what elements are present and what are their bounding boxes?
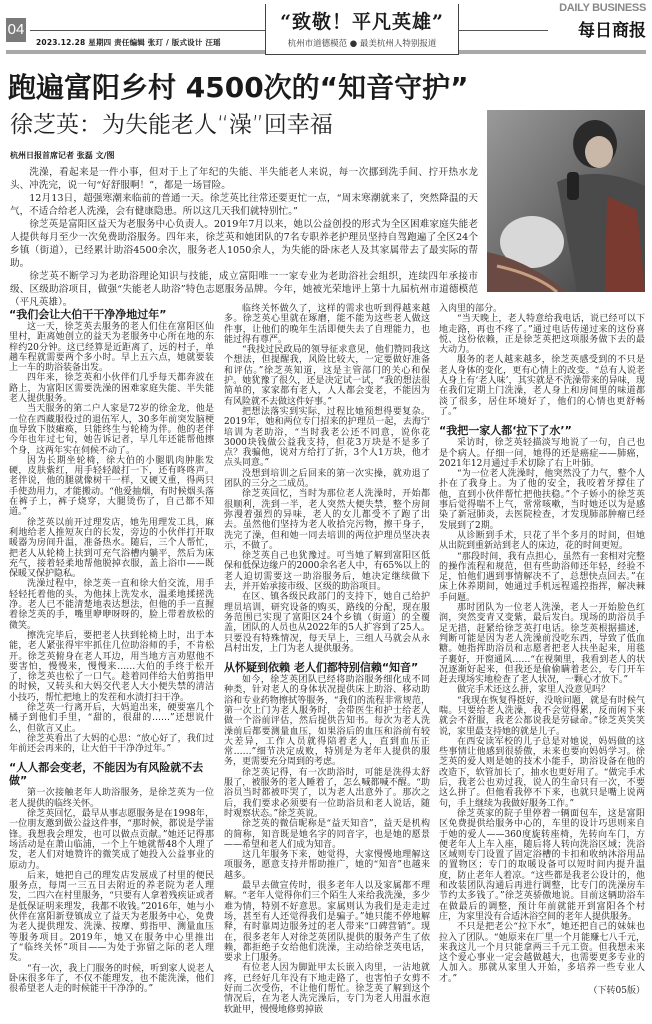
body-paragraph: 如今，徐芝英团队已经将助浴服务细化成不同种类，针对老人的身体状况提供床上助浴、移动助浴和专业药物擦拭等服务，“我们的流程非常规范，第一次上门为老人服务时，会带医生和护士给老人做一个浴前评估，然后提供告知书。每次为老人洗澡前后都要测量血压，如果浴后的血压和浴前有较大差异，工作人员就得陪着老人，直到血压正常……”细节决定成败，特别是为老年人提供的服务，更需要充分周到的考虑。 <box>224 675 430 768</box>
body-paragraph: 不只是把老公“拉下水”，她还把自己的妹妹也拉入了团队。“她原来在厂里一个月能赚七八千元，来我这儿一个月只能拿两三千元工资。但我想未来这个爱心事业一定会越做越大，也需要更多专业的人加入。那就从家里人开始，多培养一些专业人才。” <box>439 922 645 984</box>
lead-paragraph: 12月13日，超强寒潮来临前的普通一天。徐芝英比往常还要更忙一点，“周末寒潮就来了，突然降温的天气，不适合给老人洗澡，会有健康隐患。所以这几天我们就特别忙。” <box>10 193 478 217</box>
header-rule-right <box>458 30 548 31</box>
subheadline: 徐芝英：为失能老人“澡”回幸福 <box>10 112 333 138</box>
body-paragraph: 徐芝英看出了大妈的心思：“放心好了，我们过年前还会再来的，让大伯干干净净过年。” <box>9 733 214 755</box>
headline: 跑遍富阳乡村 4500次的“知音守护” <box>8 71 469 104</box>
issue-line: 2023.12.28 星期四 责任编辑 张玎 / 版式设计 汪瑶 <box>36 38 221 47</box>
body-paragraph: “那段时间，我有点担心，虽然有一套相对完整的操作流程和规范，但有些助浴师还年轻，经验不足，怕他们遇到事情解决不了，总想快点回去。”在床上休养期间，她通过手机远程遥控指挥，解决棘手问题。 <box>439 551 645 603</box>
body-column-1 <box>9 304 214 994</box>
body-paragraph: 做完手术还这么拼，家里人没意见吗？ <box>457 685 611 696</box>
body-paragraph: 徐芝英以前开过理发店，她先用理发工具，麻利地给老人推短灰白的长发，旁边的小伙伴打开取暖器为房间升温，准备热水。随后，三个人帮忙，把老人从轮椅上扶到可充气浴槽内躺平，然后为床充气，接着轻柔地帮他脱掉衣服，盖上浴巾——既保暖又保护隐私。 <box>9 517 214 580</box>
body-paragraph: 把想法落实到实际，过程比她预想得要复杂。2019年，她和两位专门招来的护理员一起，去海宁培训为老助浴，“当时我老公还不同意，说你花3000块钱做公益我支持，但花3万块是不是多了点？我骗他，说对方给打了折，3个人1万块，他才点头同意。” <box>224 406 430 469</box>
body-paragraph: 当天服务的第二户人家是72岁的徐金龙，他是一位在西藏服役过的退伍军人，30多年前突发脑梗血导致下肢瘫痪，只能终生与轮椅为伴。他的老伴今年也年过七旬，她告诉记者，早几年还能帮他擦个身，这两年实在伺候不动了。 <box>9 404 214 456</box>
body-paragraph: 没想到培训之后回来的第一次实操，就劝退了团队的三分之二成员。 <box>224 468 430 490</box>
body-paragraph: 因为长期坐轮椅，徐大伯的小腿肌肉肿胀发硬，皮肤紫红，用手轻轻敲打一下，还有咚咚声。老伴说，他的腿就像树干一样，又硬又重，得两只手使劲用力，才能搬动。“他爱抽烟，有时候烟头落在裤子上，裤子烧穿，大腿烫伤了，自己都不知道。” <box>9 455 214 518</box>
body-paragraph: 后来，她把自己的理发店发展成了村里的便民服务点，每周一三五日去附近的养老院为老人理发，二四六在村里服务，“只要有人拿着残疾证或者是低保证明来理发，我都不收钱。”2016年，她与小伙伴在富阳新登镇成立了益天为老服务中心，免费为老人提供理发、洗澡、按摩、剪指甲、测量血压等服务项目。2019年，她又在服务中心里推出了“临终关怀”项目——为处于弥留之际的老人理发。 <box>9 870 214 964</box>
banner-subtitle: 杭州市道德模范 ● 最美杭州人特别报道 <box>287 39 437 49</box>
body-paragraph: 服务的老人越来越多，徐芝英感受到的不只是老人身体的变化，更有心情上的改变。“总有人说老人身上有‘老人味’，其实就是不洗澡带来的异味，现在我们定期上门洗澡，老人身上和房间里的味道都淡了很多，居住环境好了，他们的心情也更舒畅了。” <box>439 355 645 417</box>
body-paragraph: “为一位老人洗澡时，他突然没了力气，整个人扑在了我身上。为了他的安全，我咬着牙撑住了他，直到小伙伴帮忙把他扶稳。”个子娇小的徐芝英事后觉得喘不上气，常常咳嗽，当时她还以为是感染了新冠肺炎，去医院检查，才发现肺部肿瘤已经发展到了2期。 <box>439 469 645 531</box>
body-paragraph: 四年来，徐芝英和小伙伴们几乎每天都奔波在路上，为富阳区需要洗澡的困难家庭失能、半失能老人提供服务。 <box>9 373 214 405</box>
section-heading: “人人都会变老，不能因为有风险就不去做” <box>9 761 204 788</box>
body-paragraph: 徐芝英家的院子里停着一辆面包车，这是富阳区免费提供给服务中心的，车里的设计巧思则来自于她的爱人——360度旋转座椅，先转向车门，方便老年人上车入座，随后将人转向洗浴区域；洗浴区域则专门设置了固定浴槽的卡扣和收纳沐浴用品的置物区；专门的取暖设备可以短时间内提升温度，防止老年人着凉。“这些都是我老公设计的，他和改装团队沟通后再进行调整，比专门的洗澡房车节约太多钱了。”徐芝英骄傲地说。目前这辆助浴车在做最后的调整，预计年前就能开到富阳各个村庄，为家里没有合适沐浴空间的老年人提供服务。 <box>439 808 645 922</box>
banner-title: “致敬！平凡英雄” <box>280 11 444 33</box>
header-bar-right <box>458 50 646 54</box>
section-heading: “我把一家人都‘拉下了水’” <box>439 424 572 438</box>
body-paragraph: “当天晚上，老人特意给我电话，说已经可以下地走路，再也不疼了。”通过电话传递过来的这份喜悦、这份依赖，正是徐芝英把这项服务做下去的最大动力。 <box>439 314 645 356</box>
lead-paragraph: 徐芝英不断学习为老助浴理论知识与技能，成立富阳唯一一家专业为老助浴社会组织，连续四年承接市级、区级助浴项目，做强“失能老人助浴”特色志愿服务品牌。今年，她被光荣地评上第十九届杭州市道德模范（平凡英雄）。 <box>10 271 478 308</box>
lead-paragraphs <box>10 166 478 309</box>
body-paragraph: 徐芝英回忆，最早从事志愿服务是在1998年，一位朋友邀到做公益这件事，“那时候，都说是学雷锋。我想我会理发，也可以做点贡献。”她还记得那场活动是在萧山临浦，一个上午她就帮48个人理了发，老人们对她赞许的微笑成了她投入公益事业的原动力。 <box>9 809 214 871</box>
body-paragraph: 徐芝英记得，有一次助浴时，可能是洗得太舒服了，被服务的老人睡着了，怎么喊都喊不醒。“助浴员当时都被吓哭了，以为老人出意外了。那次之后，我们要求必须要有一位助浴员和老人说话，随时观察状态。”徐芝英说。 <box>224 767 430 819</box>
body-paragraph: 有位老人因为脚趾甲太长嵌入肉里，一沾地就疼，已经好几年没有下地走路了，也害怕子女剪不好而二次受伤，不让他们帮忙。徐芝英了解到这个情况后，在为老人洗完澡后，专门为老人用温水泡软趾甲，慢慢地修剪掉嵌 <box>224 963 430 1015</box>
lead-paragraph: 徐芝英是富阳区益天为老服务中心负责人。2019年7月以来，她以公益创投的形式为全区困难家庭失能老人提供每月至少一次免费助浴服务。四年来，徐芝英和她团队的7名专职养老护理员坚持自驾跑遍了全区24个乡镇（街道），已经累计助浴4500余次，服务老人1050余人，为失能的卧床老人及其家属带去了最实际的帮助。 <box>10 219 478 269</box>
body-paragraph: 徐芝英自己也犹豫过。可当她了解到富阳区低保和低保边缘户的2000余名老人中，有65%以上的老人迫切需要这一助浴服务后，她决定继续做下去，并开始承接市级、区级的助浴项目。 <box>224 551 430 593</box>
column-banner <box>265 4 459 55</box>
section-heading: “我们会让大伯干干净净地过年” <box>9 308 167 321</box>
body-paragraph: “我找过民政局的领导征求意见，他们赞同我这个想法，但提醒我，风险比较大，一定要做好准备和评估。”徐芝英知道，这是主管部门的关心和保护。她犹豫了很久，还是决定试一试，“我的想法很简单的，家家都有老人，人人都会变老，不能因为有风险就不去做这件好事。” <box>224 345 430 407</box>
body-column-3 <box>439 304 645 996</box>
body-paragraph: 临终关怀做久了，这样的需求也听到得越来越多。徐芝英心里就在琢磨，能不能为这些老人做这件事，让他们的晚年生活即便失去了自理能力，也能过得有尊严。 <box>224 304 430 345</box>
page-number: 04 <box>6 18 26 42</box>
article-photo <box>487 110 645 292</box>
brand-english: DAILY BUSINESS <box>559 2 646 14</box>
body-paragraph: 在西安读军校的儿子总是对她说，妈妈做的这些事情让他感到很骄傲，未来也要向妈妈学习。徐芝英的爱人则是她的技术小能手，助浴设备在他的改造下，软管加长了，抽水也更好用了。“做完手术后，我老公也劝过我，说人的生命只有一次，不要这么拼了。但他看我停不下来，也就只是嘴上说两句，手上继续为我做好服务工作。” <box>439 736 645 809</box>
body-paragraph: 第一次接触老年人助浴服务，是徐芝英为一位老人提供的临终关怀。 <box>9 788 214 809</box>
body-paragraph: 洗澡过程中，徐芝英一直和徐大伯交流，用手轻轻托着他的头，为他抹上洗发水，温柔地揉搓洗净。老人已不能清楚地表达想法，但他的手一直握着徐芝英的手，嘴里咿咿呀呀的，脸上带着放松的微笑。 <box>9 579 214 631</box>
body-paragraph: 入肉里的部分。 <box>439 304 503 314</box>
byline: 杭州日报首席记者 张磊 文/图 <box>10 151 115 160</box>
brand-logo: 每日商报 <box>578 21 646 41</box>
body-paragraph: 这几年服务下来，她觉得，大家慢慢地理解这项服务，愿意支持并帮助推广，她的“知音”也越来越多。 <box>224 850 430 881</box>
body-paragraph: 徐芝英回忆，当时为那位老人洗澡时，开始都很顺利，洗到一半，老人突然大便失禁，整个房间弥漫着强烈的异味，老人的女儿都受不了跑了出去。虽然他们坚持为老人收拾完污物，擦干身子，洗完了澡，但和她一同去培训的两位护理员坚决表示，不做了。 <box>224 489 430 551</box>
body-paragraph: 徐芝英的微信昵称是“益天知音”，益天是机构的简称，知音既是她名字的同音字，也是她的愿景——希望和老人们成为知音。 <box>224 819 430 850</box>
section-heading: 从怀疑到依赖 老人们都特别信赖“知音” <box>224 661 419 675</box>
body-paragraph: “我现在恢复得挺好，没啥问题，就是有时候气喘。只要给老人洗澡，我不会觉得累，反而闲下来就会不舒服，我老公都说我是劳碌命。”徐芝英笑笑说，家里最支持她的就是儿子。 <box>439 695 645 737</box>
body-paragraph: 徐芝英一行离开后，大妈追出来，硬要塞几个橘子到他们手里，“甜的，很甜的……”还想说什么，但欲言又止。 <box>9 702 214 734</box>
lead-paragraph: 洗澡，看起来是一件小事，但对于上了年纪的失能、半失能老人来说，每一次挪到洗手间、拧开热水龙头、冲洗完，说一句“好舒服啊！”，都是一场冒险。 <box>10 167 478 191</box>
continued-note: （下转05版） <box>588 986 645 996</box>
body-paragraph: “有一次，我上门服务的时候，听到家人说老人卧床很多年了，不仅不能理发，也不能洗澡，他们很希望老人走的时候能干干净净的。” <box>9 963 214 995</box>
body-paragraph: 最早去做宣传时，很多老年人以及家属都不理解。“老年人觉得你们三个陌生人来给我洗澡，多少难为情，特别不好意思。家属则认为我们是走走过场，甚至有人还觉得我们是骗子。”她只能不停地解释，有时靠周边服务过的老人带来“口碑营销”。现在，很多老年人对徐芝英团队提供的服务产生了依赖，都拒绝子女给他们洗澡，主动给徐芝英电话，要求上门服务。 <box>224 881 430 964</box>
header-bar-left <box>6 50 265 54</box>
body-paragraph: 那时团队为一位老人洗澡，老人一开始脸色红润，突然变青又变紫，最后发白。现场的助浴员手足无措，赶紧给徐芝英打电话。徐芝英根据描述，判断可能是因为老人洗澡前没吃东西，导致了低血糖。她指挥助浴员和志愿者把老人扶坐起来，用毯子裹好，开窗通风……“在视频里，我看到老人的状况逐渐好起来，但我还是偷偷瞒着老公，专门开车赶去现场实地检查了老人状况，一颗心才放下。” <box>439 603 645 686</box>
body-paragraph: 擦洗完毕后，要把老人扶到轮椅上时，出于本能，老人紧张得牢牢抓住几位助浴师的手，不肯松开。徐芝英俯身在老人耳边，用当地方言劝慰他不要害怕，慢慢来，慢慢来……大伯的手终于松开了，徐芝英也松了一口气。趁着同伴给大伯剪指甲的时候，又转头和大妈交代老人大小便失禁的清洁小技巧，帮忙把地上的发茬和水渍打扫干净。 <box>9 630 214 703</box>
body-paragraph: 这一天，徐芝英去服务的老人们住在富阳区仙里村，距离她创立的益天为老服务中心所在地的东梓约20分钟。这已经算是近距离了，远的村子，单趟车程就需要两个多小时。早上五六点，她就要装上一车的助浴装备出发。 <box>9 322 214 374</box>
body-paragraph: 从诊断到手术，只花了半个多月的时间，但她从出院到重新站到老人的床边，花的时间更短。 <box>439 530 645 552</box>
photo-illustration <box>487 110 645 292</box>
body-paragraph: 采访时，徐芝英轻描淡写地说了一句，自己也是个病人。仔细一问，她得的还是癌症——肺癌，2021年12月通过手术切除了右上叶肺。 <box>439 438 645 469</box>
header-rule-left <box>30 30 265 31</box>
body-column-2 <box>224 304 430 1015</box>
body-paragraph: 在区、镇各级民政部门的支持下，她自己给护理员培训，研究设备的购买，路线的分配，现在服务范围已实现了富阳区24个乡镇（街道）的全覆盖，团队的人员也从2022年的5人扩容到了25人。只要没有特殊情况，每天早上，三组人马就会从永昌村出发，上门为老人提供服务。 <box>224 592 430 654</box>
